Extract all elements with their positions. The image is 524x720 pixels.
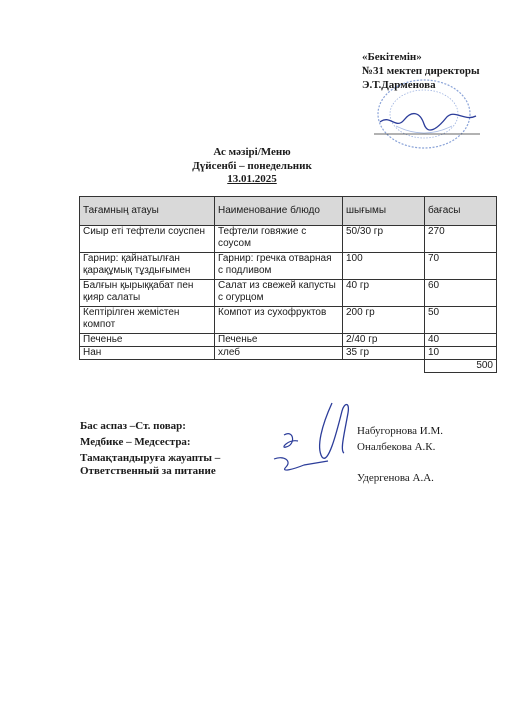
header-price: бағасы <box>425 197 497 226</box>
table-header-row <box>80 197 497 226</box>
responsible-label-kz: Тамақтандыруға жауапты – <box>80 452 221 464</box>
approval-name: Э.Т.Дарменова <box>362 79 436 91</box>
dish-ru: Тефтели говяжие с соусом <box>215 226 343 253</box>
dish-ru: хлеб <box>215 347 343 360</box>
table-row <box>80 334 497 347</box>
staff-signatures <box>270 395 370 505</box>
table-row <box>80 226 497 253</box>
dish-kz: Гарнир: қайнатылған қарақұмық тұздығымен <box>80 253 215 280</box>
table-row <box>80 307 497 334</box>
dish-price: 60 <box>425 280 497 307</box>
dish-yield: 200 гр <box>343 307 425 334</box>
nurse-label: Медбике – Медсестра: <box>80 436 191 448</box>
dish-kz: Нан <box>80 347 215 360</box>
header-ru-name: Наименование блюдо <box>215 197 343 226</box>
dish-yield: 50/30 гр <box>343 226 425 253</box>
dish-kz: Балғын қырыққабат пен қияр салаты <box>80 280 215 307</box>
dish-price: 270 <box>425 226 497 253</box>
dish-kz: Кептірілген жемістен компот <box>80 307 215 334</box>
dish-ru: Гарнир: гречка отварная с подливом <box>215 253 343 280</box>
cook-label: Бас аспаз –Ст. повар: <box>80 420 186 432</box>
dish-kz: Сиыр еті тефтели соуспен <box>80 226 215 253</box>
nurse-name: Оналбекова А.К. <box>357 441 436 453</box>
table-row <box>80 280 497 307</box>
dish-yield: 40 гр <box>343 280 425 307</box>
dish-ru: Печенье <box>215 334 343 347</box>
dish-kz: Печенье <box>80 334 215 347</box>
director-signature <box>372 104 482 140</box>
dish-price: 40 <box>425 334 497 347</box>
total-price: 500 <box>425 360 497 373</box>
responsible-label-ru: Ответственный за питание <box>80 465 216 477</box>
dish-yield: 2/40 гр <box>343 334 425 347</box>
approval-heading: «Бекітемін» <box>362 51 422 63</box>
header-yield: шығымы <box>343 197 425 226</box>
dish-yield: 35 гр <box>343 347 425 360</box>
menu-date: 13.01.2025 <box>227 173 277 185</box>
responsible-name: Удергенова А.А. <box>357 472 434 484</box>
dish-ru: Салат из свежей капусты с огурцом <box>215 280 343 307</box>
menu-title: Ас мәзірі/Меню <box>213 146 291 158</box>
dish-yield: 100 <box>343 253 425 280</box>
menu-day: Дүйсенбі – понедельник <box>192 160 312 172</box>
table-row <box>80 347 497 360</box>
approval-director: №31 мектеп директоры <box>362 65 480 77</box>
dish-price: 10 <box>425 347 497 360</box>
dish-price: 50 <box>425 307 497 334</box>
cook-name: Набугорнова И.М. <box>357 425 444 437</box>
menu-table <box>79 196 497 373</box>
table-row <box>80 253 497 280</box>
dish-ru: Компот из сухофруктов <box>215 307 343 334</box>
header-kz-name: Тағамның атауы <box>80 197 215 226</box>
total-row <box>80 360 497 373</box>
approval-block <box>362 50 512 92</box>
dish-price: 70 <box>425 253 497 280</box>
